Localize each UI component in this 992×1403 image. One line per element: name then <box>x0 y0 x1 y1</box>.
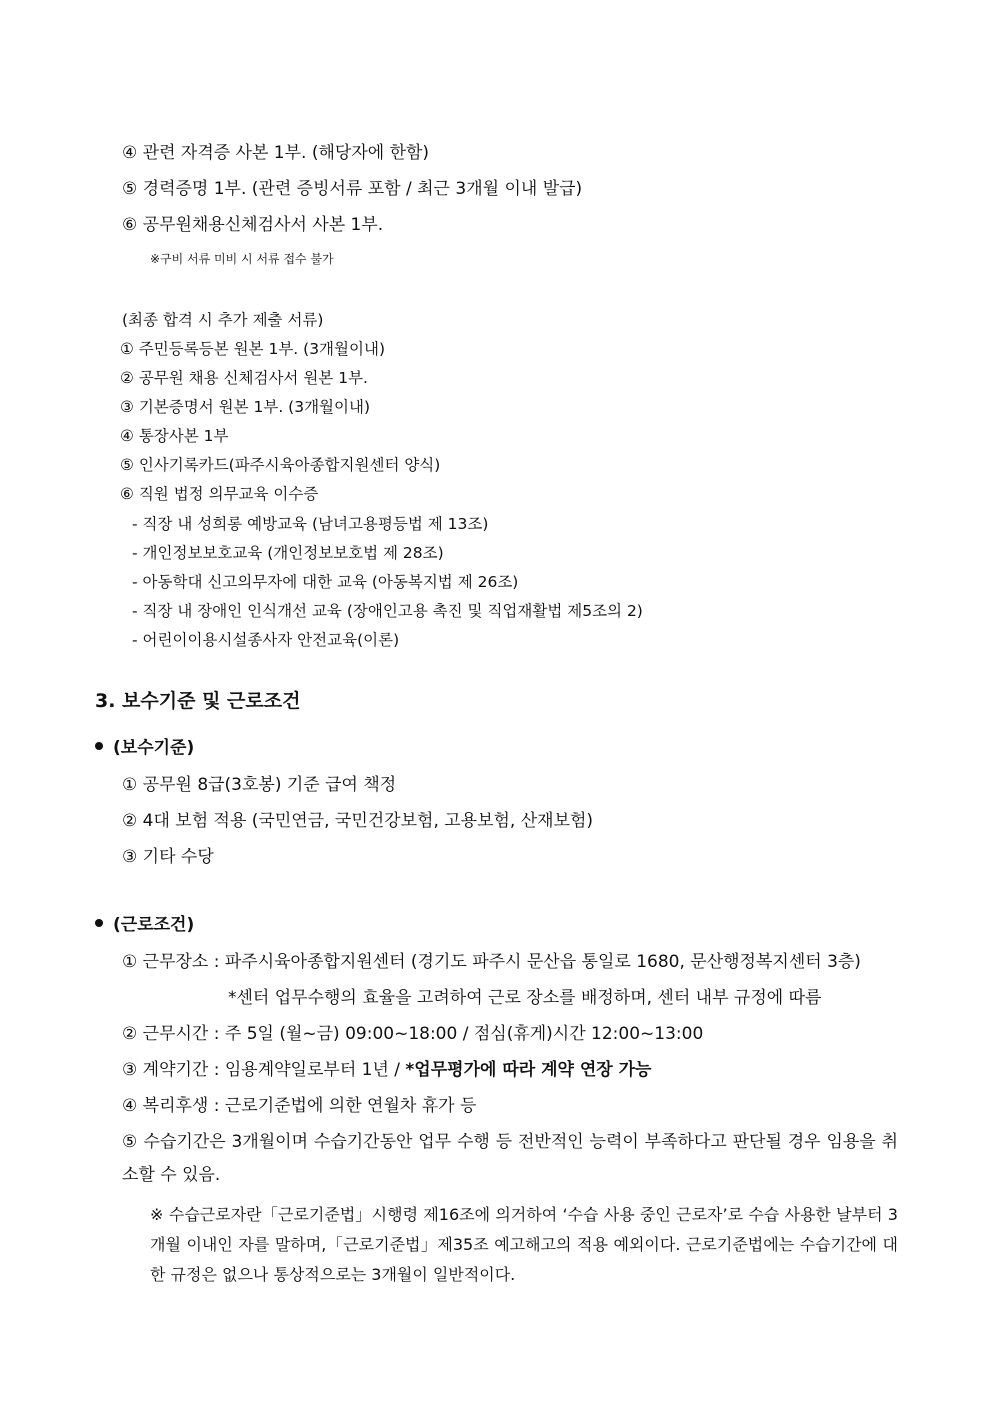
work-welfare: ④ 복리후생 : 근로기준법에 의한 연월차 휴가 등 <box>122 1096 477 1116</box>
doc-item-4: ④ 관련 자격증 사본 1부. (해당자에 한함) <box>122 143 430 163</box>
final-doc-item: ① 주민등록등본 원본 1부. (3개월이내) <box>120 340 385 358</box>
section-3-title: 3. 보수기준 및 근로조건 <box>95 690 301 712</box>
work-place: ① 근무장소 : 파주시육아종합지원센터 (경기도 파주시 문산읍 통일로 1680, 문산행정복지센터 3층) <box>122 952 861 972</box>
probation-note: ※ 수습근로자란「근로기준법」시행령 제16조에 의거하여 ‘수습 사용 중인 근로자’로 수습 사용한 날부터 3개월 이내인 자를 말하며,「근로기준법」제35조 예고해고의 적용 예외이다. 근로기준법에는 수습기간에 대한 규정은 없으나 통상적으로는 3개월이 일반적이다. <box>150 1205 898 1284</box>
work-contract: ③ 계약기간 : 임용계약일로부터 1년 / *업무평가에 따라 계약 연장 가능 <box>122 1060 652 1080</box>
edu-item: - 개인정보보호교육 (개인정보보호법 제 28조) <box>132 544 444 562</box>
edu-item: - 어린이이용시설종사자 안전교육(이론) <box>132 631 400 649</box>
docs-note: ※구비 서류 미비 시 서류 접수 불가 <box>150 252 334 266</box>
work-hours: ② 근무시간 : 주 5일 (월~금) 09:00~18:00 / 점심(휴게)시간 12:00~13:00 <box>122 1024 704 1044</box>
bullet-icon <box>95 919 103 927</box>
pay-title: (보수기준) <box>95 737 194 759</box>
final-doc-item: ⑤ 인사기록카드(파주시육아종합지원센터 양식) <box>120 456 441 474</box>
pay-item: ③ 기타 수당 <box>122 847 214 867</box>
final-doc-item: ⑥ 직원 법정 의무교육 이수증 <box>120 485 319 503</box>
bullet-icon <box>95 742 103 750</box>
final-doc-item: ③ 기본증명서 원본 1부. (3개월이내) <box>120 398 371 416</box>
final-doc-item: ④ 통장사본 1부 <box>120 427 229 445</box>
edu-item: - 직장 내 장애인 인식개선 교육 (장애인고용 촉진 및 직업재활법 제5조의 2) <box>132 602 643 620</box>
edu-item: - 직장 내 성희롱 예방교육 (남녀고용평등법 제 13조) <box>132 515 489 533</box>
pay-item: ① 공무원 8급(3호봉) 기준 급여 책정 <box>122 775 397 795</box>
edu-item: - 아동학대 신고의무자에 대한 교육 (아동복지법 제 26조) <box>132 573 519 591</box>
doc-item-5: ⑤ 경력증명 1부. (관련 증빙서류 포함 / 최근 3개월 이내 발급) <box>122 179 583 199</box>
pay-item: ② 4대 보험 적용 (국민연금, 국민건강보험, 고용보험, 산재보험) <box>122 811 594 831</box>
final-docs-title: (최종 합격 시 추가 제출 서류) <box>122 311 324 329</box>
work-title: (근로조건) <box>95 914 194 936</box>
work-probation: ⑤ 수습기간은 3개월이며 수습기간동안 업무 수행 등 전반적인 능력이 부족하다고 판단될 경우 임용을 취소할 수 있음. <box>122 1132 898 1185</box>
final-doc-item: ② 공무원 채용 신체검사서 원본 1부. <box>120 369 368 387</box>
doc-item-6: ⑥ 공무원채용신체검사서 사본 1부. <box>122 215 384 235</box>
contract-extension-note: *업무평가에 따라 계약 연장 가능 <box>405 1060 652 1080</box>
work-place-note: *센터 업무수행의 효율을 고려하여 근로 장소를 배정하며, 센터 내부 규정에 따름 <box>228 988 822 1008</box>
